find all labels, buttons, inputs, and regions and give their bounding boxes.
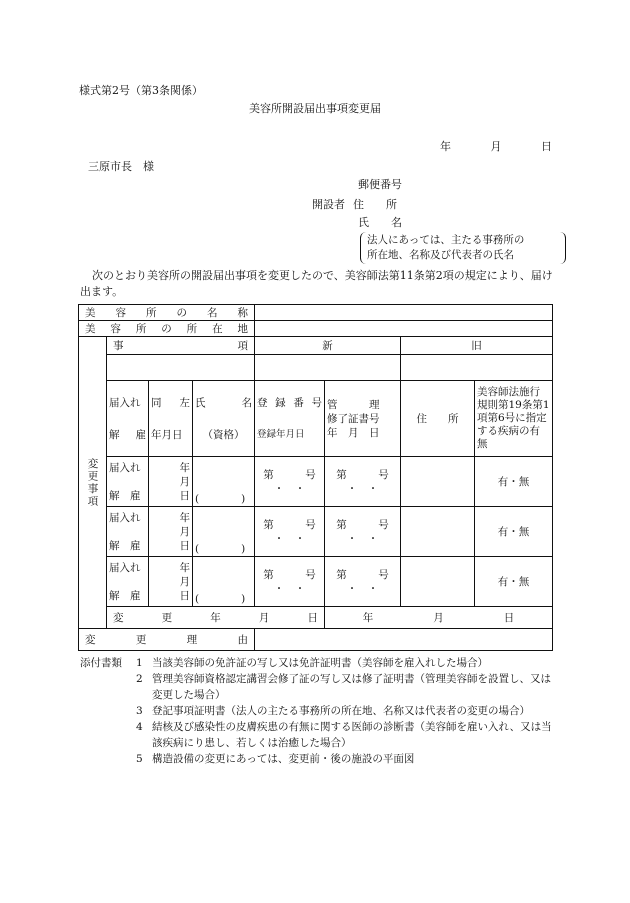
form-number: 様式第2号（第3条関係） bbox=[79, 84, 203, 97]
row2-date[interactable]: 年 月 日 bbox=[149, 507, 193, 557]
shop-location-value[interactable] bbox=[255, 321, 553, 337]
attachment-item bbox=[80, 719, 560, 751]
address-label: 住 所 bbox=[353, 198, 397, 211]
addressee: 三原市長 様 bbox=[88, 160, 154, 173]
applicant-label: 開設者 bbox=[312, 198, 345, 211]
attachment-text: 管理美容師資格認定講習会修了証の写し又は修了証明書（管理美容師を設置し、又は変更した場合） bbox=[152, 673, 551, 701]
date-month: 月 bbox=[490, 140, 502, 153]
shop-name-value[interactable] bbox=[255, 305, 553, 321]
attachment-text: 登記事項証明書（法人の主たる事務所の所在地、名称又は代表者の変更の場合） bbox=[152, 705, 530, 717]
attachment-item bbox=[80, 703, 560, 719]
row1-employ-dismiss: 届入れ 解 雇 bbox=[107, 457, 149, 507]
hdr-same-date: 同左 年月日 bbox=[149, 381, 193, 457]
attachments-head: 添付書類 bbox=[80, 657, 122, 669]
new-value[interactable] bbox=[255, 355, 401, 381]
attachments bbox=[80, 655, 560, 767]
row1-disease[interactable]: 有・無 bbox=[475, 457, 553, 507]
row1-reg[interactable]: 第 号 ・ ・ bbox=[255, 457, 325, 507]
row2-address[interactable] bbox=[401, 507, 475, 557]
name-label: 氏 名 bbox=[358, 216, 402, 229]
intro-text: 次のとおり美容所の開設届出事項を変更したので、美容師法第11条第2項の規定により、届け出ます。 bbox=[80, 269, 553, 298]
submission-date bbox=[440, 138, 552, 154]
row2-name[interactable]: ( ) bbox=[193, 507, 255, 557]
attachment-num: 2 bbox=[136, 673, 143, 685]
row3-mgr[interactable]: 第 号 ・ ・ bbox=[325, 557, 401, 607]
hdr-disease: 美容師法施行規則第19条第1項第6号に指定する疾病の有無 bbox=[475, 381, 553, 457]
address-row bbox=[300, 196, 560, 212]
shop-name-label: 美容所の名称 bbox=[79, 305, 255, 321]
postal-row bbox=[300, 176, 560, 192]
change-date-label: 変更年月日 bbox=[107, 607, 325, 629]
row1-date[interactable]: 年 月 日 bbox=[149, 457, 193, 507]
corp-note-line2: 所在地、名称及び代表者の氏名 bbox=[367, 249, 514, 261]
row3-disease[interactable]: 有・無 bbox=[475, 557, 553, 607]
attachment-text: 構造設備の変更にあっては、変更前・後の施設の平面図 bbox=[152, 753, 415, 765]
attachment-text: 当該美容師の免許証の写し又は免許証明書（美容師を雇入れした場合） bbox=[152, 657, 488, 669]
hdr-employ-dismiss: 届入れ 解雇 bbox=[107, 381, 149, 457]
change-reason-label: 変更理由 bbox=[79, 629, 255, 651]
hdr-address: 住 所 bbox=[401, 381, 475, 457]
row1-name[interactable]: ( ) bbox=[193, 457, 255, 507]
row2-disease[interactable]: 有・無 bbox=[475, 507, 553, 557]
corp-note-line1: 法人にあっては、主たる事務所の bbox=[367, 234, 525, 246]
old-label: 旧 bbox=[401, 337, 553, 355]
row2-mgr[interactable]: 第 号 ・ ・ bbox=[325, 507, 401, 557]
row3-reg[interactable]: 第 号 ・ ・ bbox=[255, 557, 325, 607]
attachment-num: 3 bbox=[136, 705, 143, 717]
row3-address[interactable] bbox=[401, 557, 475, 607]
row3-name[interactable]: ( ) bbox=[193, 557, 255, 607]
date-year: 年 bbox=[440, 140, 451, 153]
corporation-note bbox=[360, 232, 566, 264]
attachment-item bbox=[80, 655, 560, 671]
attachment-num: 1 bbox=[136, 657, 143, 669]
attachment-item bbox=[80, 671, 560, 703]
name-row bbox=[300, 214, 560, 230]
attachment-text: 結核及び感染性の皮膚疾患の有無に関する医師の診断書（美容師を雇い入れ、又は当該疾病にり患し、若しくは治癒した場合） bbox=[152, 721, 552, 749]
change-table bbox=[78, 304, 553, 651]
item-value[interactable] bbox=[107, 355, 255, 381]
row2-employ-dismiss: 届入れ 解 雇 bbox=[107, 507, 149, 557]
postal-label: 郵便番号 bbox=[358, 178, 402, 191]
date-day: 日 bbox=[541, 140, 552, 153]
page-title: 美容所開設届出事項変更届 bbox=[249, 102, 381, 115]
change-items-label: 変更事項 bbox=[79, 337, 107, 629]
old-value[interactable] bbox=[401, 355, 553, 381]
hdr-name-qual: 氏名 （資格） bbox=[193, 381, 255, 457]
hdr-manager-cert: 管 理 修了証書号 年 月 日 bbox=[325, 381, 401, 457]
row3-employ-dismiss: 届入れ 解 雇 bbox=[107, 557, 149, 607]
attachment-item bbox=[80, 751, 560, 767]
hdr-registration: 登録番号 登録年月日 bbox=[255, 381, 325, 457]
change-date-value[interactable]: 年 月 日 bbox=[325, 607, 553, 629]
attachment-num: 5 bbox=[136, 753, 143, 765]
shop-location-label: 美容所の所在地 bbox=[79, 321, 255, 337]
change-reason-value[interactable] bbox=[255, 629, 553, 651]
attachment-num: 4 bbox=[136, 721, 143, 733]
new-label: 新 bbox=[255, 337, 401, 355]
row1-mgr[interactable]: 第 号 ・ ・ bbox=[325, 457, 401, 507]
row1-address[interactable] bbox=[401, 457, 475, 507]
row2-reg[interactable]: 第 号 ・ ・ bbox=[255, 507, 325, 557]
row3-date[interactable]: 年 月 日 bbox=[149, 557, 193, 607]
item-label: 事項 bbox=[107, 337, 255, 355]
